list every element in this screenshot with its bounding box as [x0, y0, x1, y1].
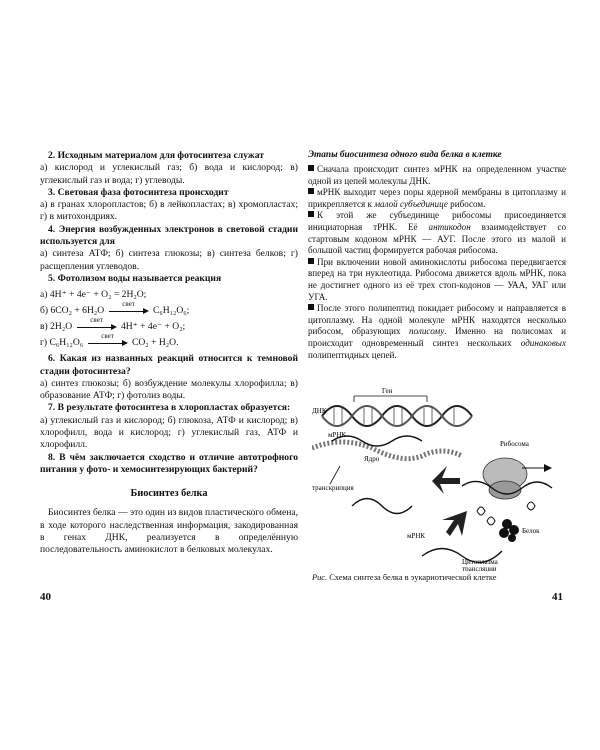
- equation-c: в) 2H₂O свет 4H⁺ + 4e⁻ + O₂;: [40, 316, 186, 333]
- protein-blob: [499, 519, 519, 542]
- left-page: [40, 150, 298, 556]
- gene-label: Ген: [382, 387, 393, 395]
- mrna-top-label: мРНК: [328, 431, 347, 439]
- nucleus-label: Ядро: [364, 455, 380, 463]
- question-3: 3. Световая фаза фотосинтеза происходит: [48, 186, 229, 198]
- stage-paragraph: мРНК выходит через поры ядерной мембраны в цитоплазму и прикрепляется к малой субъединице рибосом.: [308, 187, 566, 209]
- cytoplasm-label: Цитоплазма: [462, 558, 498, 566]
- question-8: 8. В чём заключается сходство и отличие автотрофного питания у фото- и хемосинтезирующих бактерий?: [40, 451, 298, 475]
- question-5: 5. Фотолизом воды называется реакция: [48, 272, 222, 284]
- section-title: Биосинтез белка: [130, 488, 208, 500]
- stage-paragraph: После этого полипептид покидает рибосому и направляется в цитоплазму. На одной молекуле мРНК находятся несколько рибосом, образующих полисому. Именно на полисомах и происходит одновременный синтез нескольких одинаковых полипептидных цепей.: [308, 303, 566, 360]
- definition-paragraph: Биосинтез белка — это один из видов пластического обмена, в ходе которого наследственная информация, закодированная в генах ДНК, реализуется в определённую последовательность аминокислот в белковых молекулах.: [40, 507, 298, 556]
- page-number-left: 40: [40, 591, 51, 603]
- exported-mrna: [352, 499, 412, 514]
- question-4-options: а) синтеза АТФ; б) синтеза глюкозы; в) синтеза белков; г) расщепления углеводов.: [40, 248, 298, 272]
- question-2: 2. Исходным материалом для фотосинтеза служат: [48, 150, 264, 161]
- equation-d: г) C₆H₁₂O₆ свет CO₂ + H₂O.: [40, 332, 179, 349]
- dna-label: ДНК: [312, 407, 327, 415]
- mrna-bottom-label: мРНК: [407, 532, 426, 540]
- question-3-options: а) в гранах хлоропластов; б) в лейкопластах; в) хромопластах; г) в митохондриях.: [40, 199, 298, 223]
- light-arrow: свет: [77, 322, 117, 332]
- protein-synthesis-diagram: [312, 386, 562, 571]
- ribosome: [483, 458, 527, 499]
- stages-title: Этапы биосинтеза одного вида белка в клетке: [308, 150, 502, 160]
- page-number-right: 41: [552, 591, 563, 603]
- light-arrow: свет: [109, 306, 149, 316]
- protein-label: Белок: [522, 527, 540, 535]
- question-7: 7. В результате фотосинтеза в хлоропластах образуется:: [48, 402, 291, 414]
- figure-caption: Рис. Схема синтеза белка в эукариотической клетке: [312, 573, 497, 582]
- translation-label: трансляции: [462, 565, 497, 571]
- bullet-square-icon: [308, 188, 314, 194]
- question-6: 6. Какая из названных реакций относится к темновой стадии фотосинтеза?: [40, 353, 298, 377]
- dna-helix: [322, 406, 472, 426]
- bullet-square-icon: [308, 258, 314, 264]
- ribosome-label: Рибосома: [500, 440, 529, 448]
- question-4: 4. Энергия возбужденных электронов в световой стадии используется для: [40, 223, 298, 248]
- question-2-options: а) кислород и углекислый газ; б) вода и кислород; в) углекислый газ и вода; г) углеводы.: [40, 162, 298, 186]
- stage-paragraph: К этой же субъединице рибосомы присоединяется инициаторная тРНК. Её антикодон взаимодействует со стартовым кодоном мРНК — АУГ. После этого из малой и большой частиц формируется рабочая рибосома.: [308, 210, 566, 256]
- process-arrow: [432, 466, 460, 494]
- stage-paragraph: При включении новой аминокислоты рибосома передвигается вперед на три нуклеотида. Рибосома движется вдоль мРНК, пока не достигнет одного из её трех стоп-кодонов — УАА, УАГ или УГА.: [308, 256, 566, 302]
- light-arrow: свет: [88, 338, 128, 348]
- equation-b: б) 6CO₂ + 6H₂O свет C₆H₁₂O₆;: [40, 300, 190, 317]
- transcription-label: транскрипция: [312, 484, 354, 492]
- question-7-options: а) углекислый газ и кислород; б) глюкоза, АТФ и кислород; в) хлорофилл, вода и кислород; г) углекислый газ, АТФ и хлорофилл.: [40, 414, 298, 451]
- bullet-square-icon: [308, 165, 314, 171]
- question-6-options: а) синтез глюкозы; б) возбуждение молекулы хлорофилла; в) образование АТФ; г) фотолиз воды.: [40, 377, 298, 402]
- bullet-square-icon: [308, 304, 314, 310]
- equation-a: а) 4H⁺ + 4e⁻ + O₂ = 2H₂O;: [40, 289, 147, 301]
- bullet-square-icon: [308, 211, 314, 217]
- process-arrow: [442, 511, 467, 536]
- right-page: [308, 150, 566, 361]
- stage-paragraph: Сначала происходит синтез мРНК на определенном участке одной из цепей молекулы ДНК.: [308, 164, 566, 186]
